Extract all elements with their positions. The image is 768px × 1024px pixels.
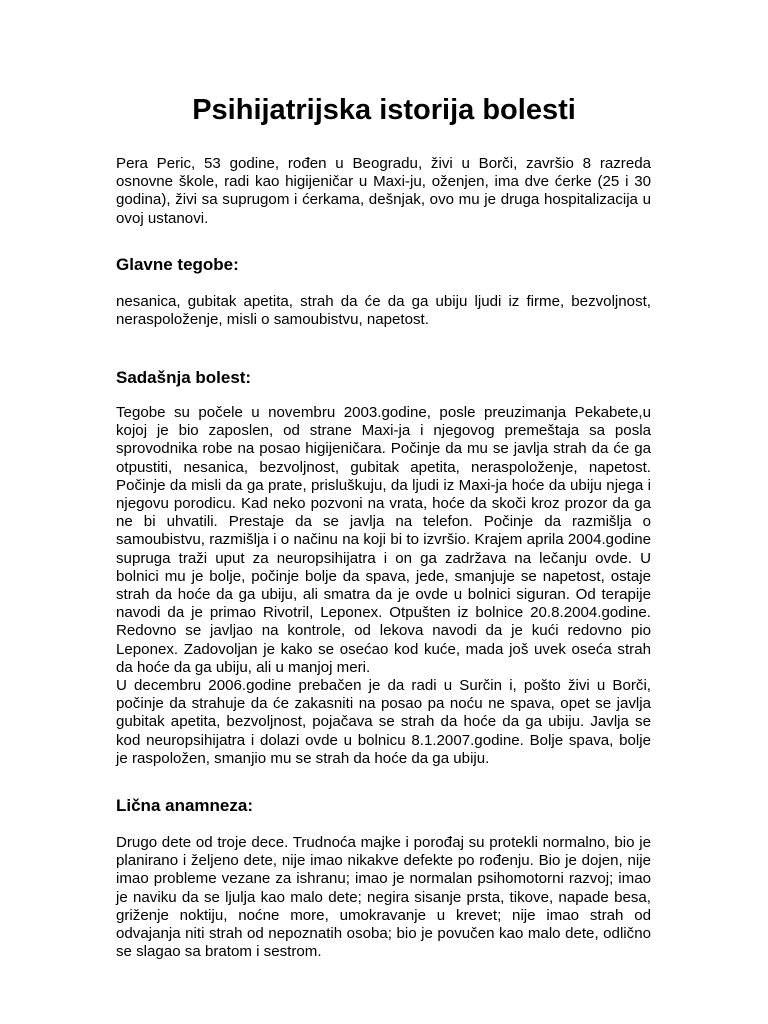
section-heading-licna-anamneza: Lična anamneza:	[116, 796, 253, 815]
section-heading-sadasnja-bolest: Sadašnja bolest:	[116, 368, 252, 387]
intro-paragraph: Pera Peric, 53 godine, rođen u Beogradu, živi u Borči, završio 8 razreda osnovne škole, radi kao higijeničar u Maxi-ju, oženjen, ima dve ćerke (25 i 30 godina), živi sa suprugom i ćerkama, dešnjak, ovo mu je druga hospitalizacija u ovoj ustanovi.	[116, 155, 651, 227]
sadasnja-bolest-paragraph-2: U decembru 2006.godine prebačen je da radi u Surčin i, pošto živi u Borči, počinje da strahuje da će zakasniti na posao pa noću ne spava, opet se javlja gubitak apetita, bezvoljnost, pojačava se strah da hoće da ga ubiju. Javlja se kod neuropsihijatra i dolazi ovde u bolnicu 8.1.2007.godine. Bolje spava, bolje je raspoložen, smanjio mu se strah da hoće da ga ubiju.	[116, 677, 651, 767]
sadasnja-bolest-paragraph: Tegobe su počele u novembru 2003.godine, posle preuzimanja Pekabete,u kojoj je bio zaposlen, od strane Maxi-ja i njegovog premeštaja sa posla sprovodnika robe na posao higijeničara. Počinje da mu se javlja strah da će ga otpustiti, nesanica, bezvoljnost, gubitak apetita, neraspoloženje, napetost. Počinje da misli da ga prate, prisluškuju, da ljudi iz Maxi-ja hoće da ubiju njega i njegovu porodicu. Kad neko pozvoni na vrata, hoće da skoči kroz prozor da ga ne bi uhvatili. Prestaje da se javlja na telefon. Počinje da razmišlja o samoubistvu, razmišlja i o načinu na koji bi to izvršio. Krajem aprila 2004.godine supruga traži uput za neuropsihijatra i on ga zadržava na lečanju ovde. U bolnici mu je bolje, počinje bolje da spava, jede, smanjuje se napetost, ostaje strah da hoće da ga ubiju, ali smatra da je ovde u bolnici siguran. Od terapije navodi da je primao Rivotril, Leponex. Otpušten iz bolnice 20.8.2004.godine. Redovno se javljao na kontrole, od lekova navodi da je kući redovno pio Leponex. Zadovoljan je kako se osećao kod kuće, mada još uvek oseća strah da hoće da ga ubiju, ali u manjoj meri.	[116, 404, 651, 676]
glavne-tegobe-paragraph: nesanica, gubitak apetita, strah da će da ga ubiju ljudi iz firme, bezvoljnost, neraspoloženje, misli o samoubistvu, napetost.	[116, 293, 651, 329]
licna-anamneza-paragraph: Drugo dete od troje dece. Trudnoća majke i porođaj su protekli normalno, bio je planirano i željeno dete, nije imao nikakve defekte po rođenju. Bio je dojen, nije imao probleme vezane za ishranu; imao je normalan psihomotorni razvoj; imao je naviku da se ljulja kao malo dete; negira sisanje prsta, tikove, napade besa, griženje noktiju, noćne more, umokravanje u krevet; nije imao strah od odvajanja niti strah od nepoznatih osoba; bio je povučen kao malo dete, odlično se slagao sa bratom i sestrom.	[116, 834, 651, 961]
section-heading-glavne-tegobe: Glavne tegobe:	[116, 255, 239, 274]
page-title: Psihijatrijska istorija bolesti	[192, 94, 576, 126]
